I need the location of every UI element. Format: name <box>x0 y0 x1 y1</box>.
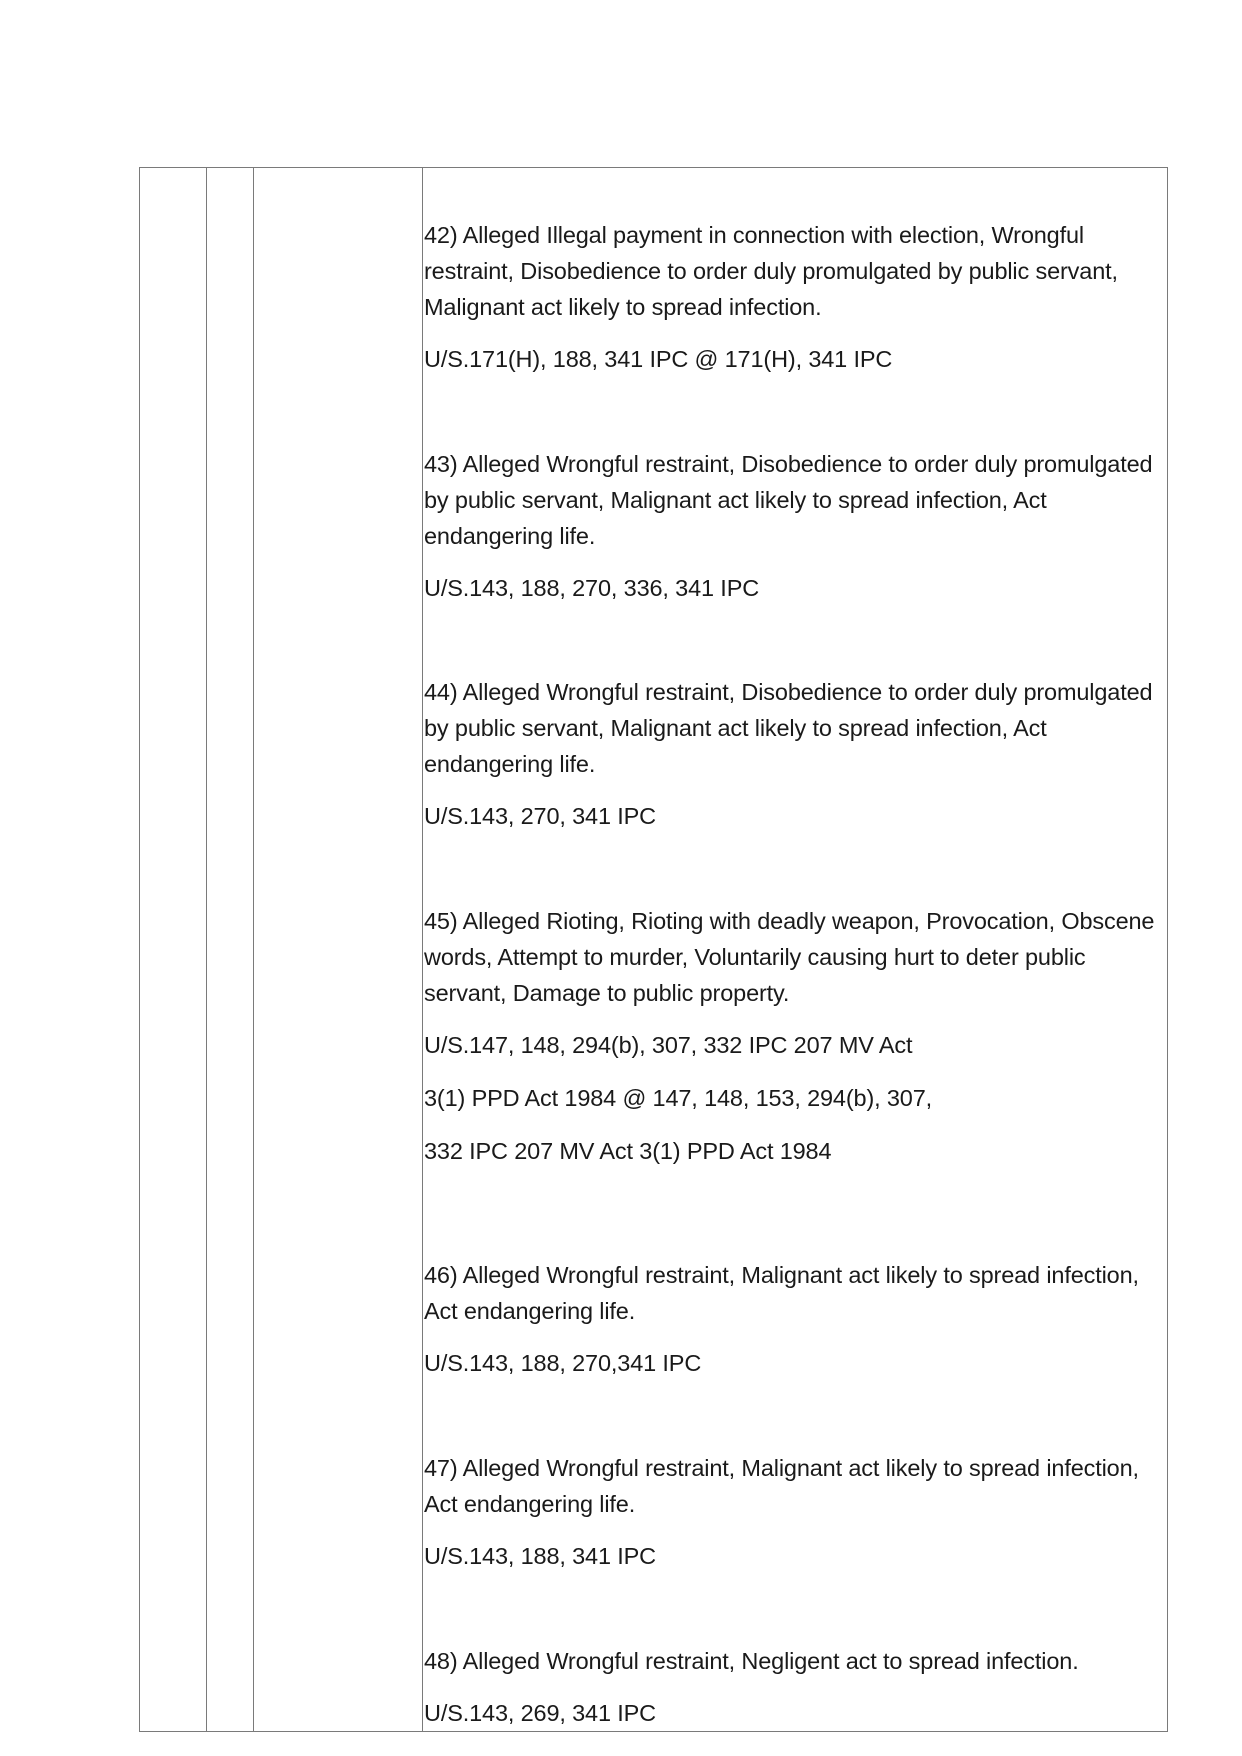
case-sections: U/S.143, 188, 270, 336, 341 IPC <box>424 575 760 601</box>
case-entry-47 <box>424 1450 1159 1574</box>
case-sections: U/S.143, 188, 341 IPC <box>424 1543 656 1569</box>
case-entry-48 <box>424 1643 1159 1731</box>
case-sections: U/S.143, 270, 341 IPC <box>424 803 656 829</box>
case-sections: U/S.143, 188, 270,341 IPC <box>424 1350 702 1376</box>
case-entry-45 <box>424 903 1159 1169</box>
case-description: 46) Alleged Wrongful restraint, Malignant act likely to spread infection, Act endangering life. <box>424 1262 1139 1324</box>
case-sections: U/S.143, 269, 341 IPC <box>424 1700 656 1726</box>
case-entry-44 <box>424 674 1159 834</box>
case-sections: U/S.171(H), 188, 341 IPC @ 171(H), 341 IPC <box>424 346 893 372</box>
case-entry-43 <box>424 446 1159 606</box>
case-description: 47) Alleged Wrongful restraint, Malignant act likely to spread infection, Act endangering life. <box>424 1455 1139 1517</box>
case-description: 44) Alleged Wrongful restraint, Disobedience to order duly promulgated by public servant, Malignant act likely to spread infection, Act endangering life. <box>424 679 1153 777</box>
column-divider-1 <box>206 167 207 1732</box>
case-sections: U/S.147, 148, 294(b), 307, 332 IPC 207 MV Act <box>424 1032 913 1058</box>
case-description: 43) Alleged Wrongful restraint, Disobedience to order duly promulgated by public servant, Malignant act likely to spread infection, Act endangering life. <box>424 451 1153 549</box>
case-description: 48) Alleged Wrongful restraint, Negligent act to spread infection. <box>424 1648 1079 1674</box>
case-description: 45) Alleged Rioting, Rioting with deadly weapon, Provocation, Obscene words, Attempt to murder, Voluntarily causing hurt to deter public servant, Damage to public property. <box>424 908 1155 1006</box>
case-entry-46 <box>424 1257 1159 1381</box>
case-sections: 3(1) PPD Act 1984 @ 147, 148, 153, 294(b), 307, <box>424 1085 933 1111</box>
case-sections: 332 IPC 207 MV Act 3(1) PPD Act 1984 <box>424 1138 832 1164</box>
column-divider-2 <box>253 167 254 1732</box>
case-entry-42 <box>424 217 1159 377</box>
column-divider-3 <box>422 167 423 1732</box>
case-description: 42) Alleged Illegal payment in connection with election, Wrongful restraint, Disobedience to order duly promulgated by public servant, Malignant act likely to spread infection. <box>424 222 1118 320</box>
